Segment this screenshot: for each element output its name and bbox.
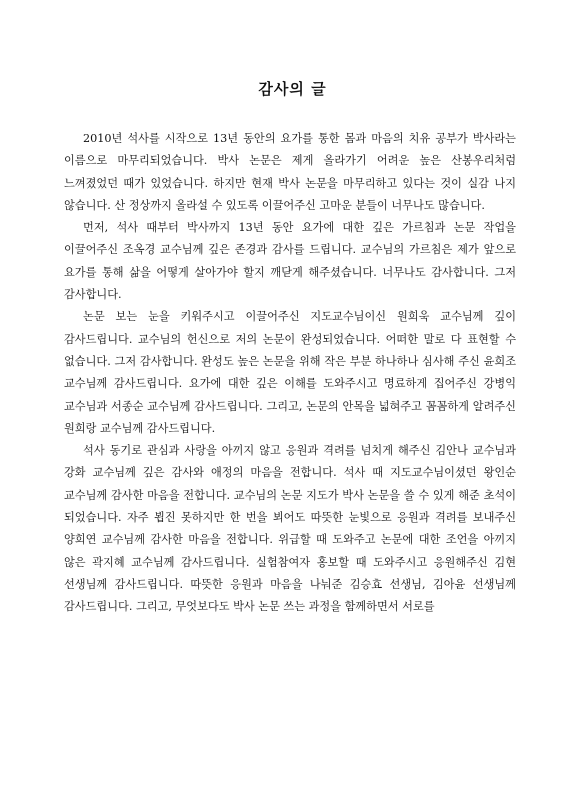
acknowledgement-body — [64, 128, 516, 619]
paragraph-1: 2010년 석사를 시작으로 13년 동안의 요가를 통한 몸과 마음의 치유 공부가 박사라는 이름으로 마무리되었습니다. 박사 논문은 제게 올라가기 어려운 높은 산봉우리처럼 느껴졌었던 때가 있었습니다. 하지만 현재 박사 논문을 마무리하고 있다는 것이 실감 나지 않습니다. 산 정상까지 올라설 수 있도록 이끌어주신 고마운 분들이 너무나도 많습니다. — [64, 132, 516, 212]
page-title: 감사의 글 — [258, 80, 327, 98]
paragraph-3: 논문 보는 눈을 키워주시고 이끌어주신 지도교수님이신 원희욱 교수님께 깊이 감사드립니다. 교수님의 헌신으로 저의 논문이 완성되었습니다. 어떠한 말로 다 표현할 수 없습니다. 그저 감사합니다. 완성도 높은 논문을 위해 작은 부분 하나하나 심사해 주신 윤희조 교수님께 감사드립니다. 요가에 대한 깊은 이해를 도와주시고 명료하게 집어주신 강병익 교수님과 서종순 교수님께 감사드립니다. 그리고, 논문의 안목을 넓혀주고 꼼꼼하게 알려주신 원희랑 교수님께 감사드립니다. — [64, 310, 516, 435]
paragraph-4: 석사 동기로 관심과 사랑을 아끼지 않고 응원과 격려를 넘치게 해주신 김안나 교수님과 강화 교수님께 깊은 감사와 애정의 마음을 전합니다. 석사 때 지도교수님이셨던 왕인순 교수님께 감사한 마음을 전합니다. 교수님의 논문 지도가 박사 논문을 쓸 수 있게 해준 초석이 되었습니다. 자주 뵙진 못하지만 한 번을 뵈어도 따뜻한 눈빛으로 응원과 격려를 보내주신 양희연 교수님께 감사한 마음을 전합니다. 위급할 때 도와주고 논문에 대한 조언을 아끼지 않은 곽지혜 교수님께 감사드립니다. 실험참여자 홍보할 때 도와주시고 응원해주신 김현 선생님께 감사드립니다. 따뜻한 응원과 마음을 나눠준 김승효 선생님, 김아윤 선생님께 감사드립니다. 그리고, 무엇보다도 박사 논문 쓰는 과정을 함께하면서 서로를 — [64, 444, 516, 614]
paragraph-2: 먼저, 석사 때부터 박사까지 13년 동안 요가에 대한 깊은 가르침과 논문 작업을 이끌어주신 조옥경 교수님께 깊은 존경과 감사를 드립니다. 교수님의 가르침은 제가 앞으로 요가를 통해 삶을 어떻게 살아가야 할지 깨닫게 해주셨습니다. 너무나도 감사합니다. 그저 감사합니다. — [64, 221, 516, 302]
